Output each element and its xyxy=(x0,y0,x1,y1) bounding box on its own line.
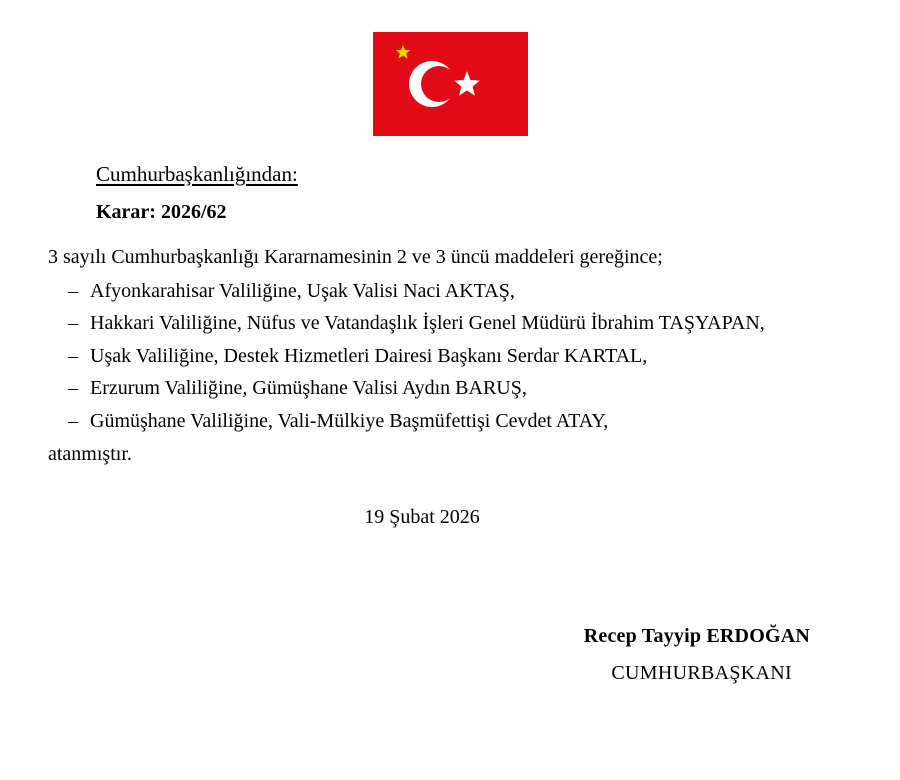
appointment-text: Afyonkarahisar Valiliğine, Uşak Valisi Naci AKTAŞ, xyxy=(90,280,515,302)
intro-paragraph: 3 sayılı Cumhurbaşkanlığı Kararnamesinin 2 ve 3 üncü maddeleri gereğince; xyxy=(48,246,663,268)
signature-title: CUMHURBAŞKANI xyxy=(611,661,792,684)
appointment-text: Uşak Valiliğine, Destek Hizmetleri Dairesi Başkanı Serdar KARTAL, xyxy=(90,344,648,367)
closing-text: atanmıştır. xyxy=(48,442,132,465)
signature-name: Recep Tayyip ERDOĞAN xyxy=(583,624,810,647)
appointments-list xyxy=(0,275,900,437)
appointment-text: Hakkari Valiliğine, Nüfus ve Vatandaşlık İşleri Genel Müdürü İbrahim TAŞYAPAN, xyxy=(90,312,765,335)
star-icon xyxy=(453,70,481,98)
decision-number: Karar: 2026/62 xyxy=(96,201,227,223)
list-item xyxy=(68,340,900,372)
list-item xyxy=(68,307,900,339)
small-star-icon xyxy=(395,44,411,60)
page-title: Cumhurbaşkanlığından: xyxy=(96,162,298,186)
document-date: 19 Şubat 2026 xyxy=(364,505,480,528)
turkish-flag xyxy=(373,32,528,136)
dash-marker: – xyxy=(68,312,78,335)
list-item xyxy=(68,405,900,437)
list-item xyxy=(68,275,900,307)
appointment-text: Erzurum Valiliğine, Gümüşhane Valisi Aydın BARUŞ, xyxy=(90,377,527,400)
flag-container xyxy=(0,0,900,136)
crescent-cutout xyxy=(421,66,457,102)
list-item xyxy=(68,372,900,404)
dash-marker: – xyxy=(68,344,78,367)
appointment-text: Gümüşhane Valiliğine, Vali-Mülkiye Başmüfettişi Cevdet ATAY, xyxy=(90,409,609,432)
signature-block xyxy=(0,625,900,685)
dash-marker: – xyxy=(68,409,78,432)
dash-marker: – xyxy=(68,377,78,400)
dash-marker: – xyxy=(68,280,78,302)
